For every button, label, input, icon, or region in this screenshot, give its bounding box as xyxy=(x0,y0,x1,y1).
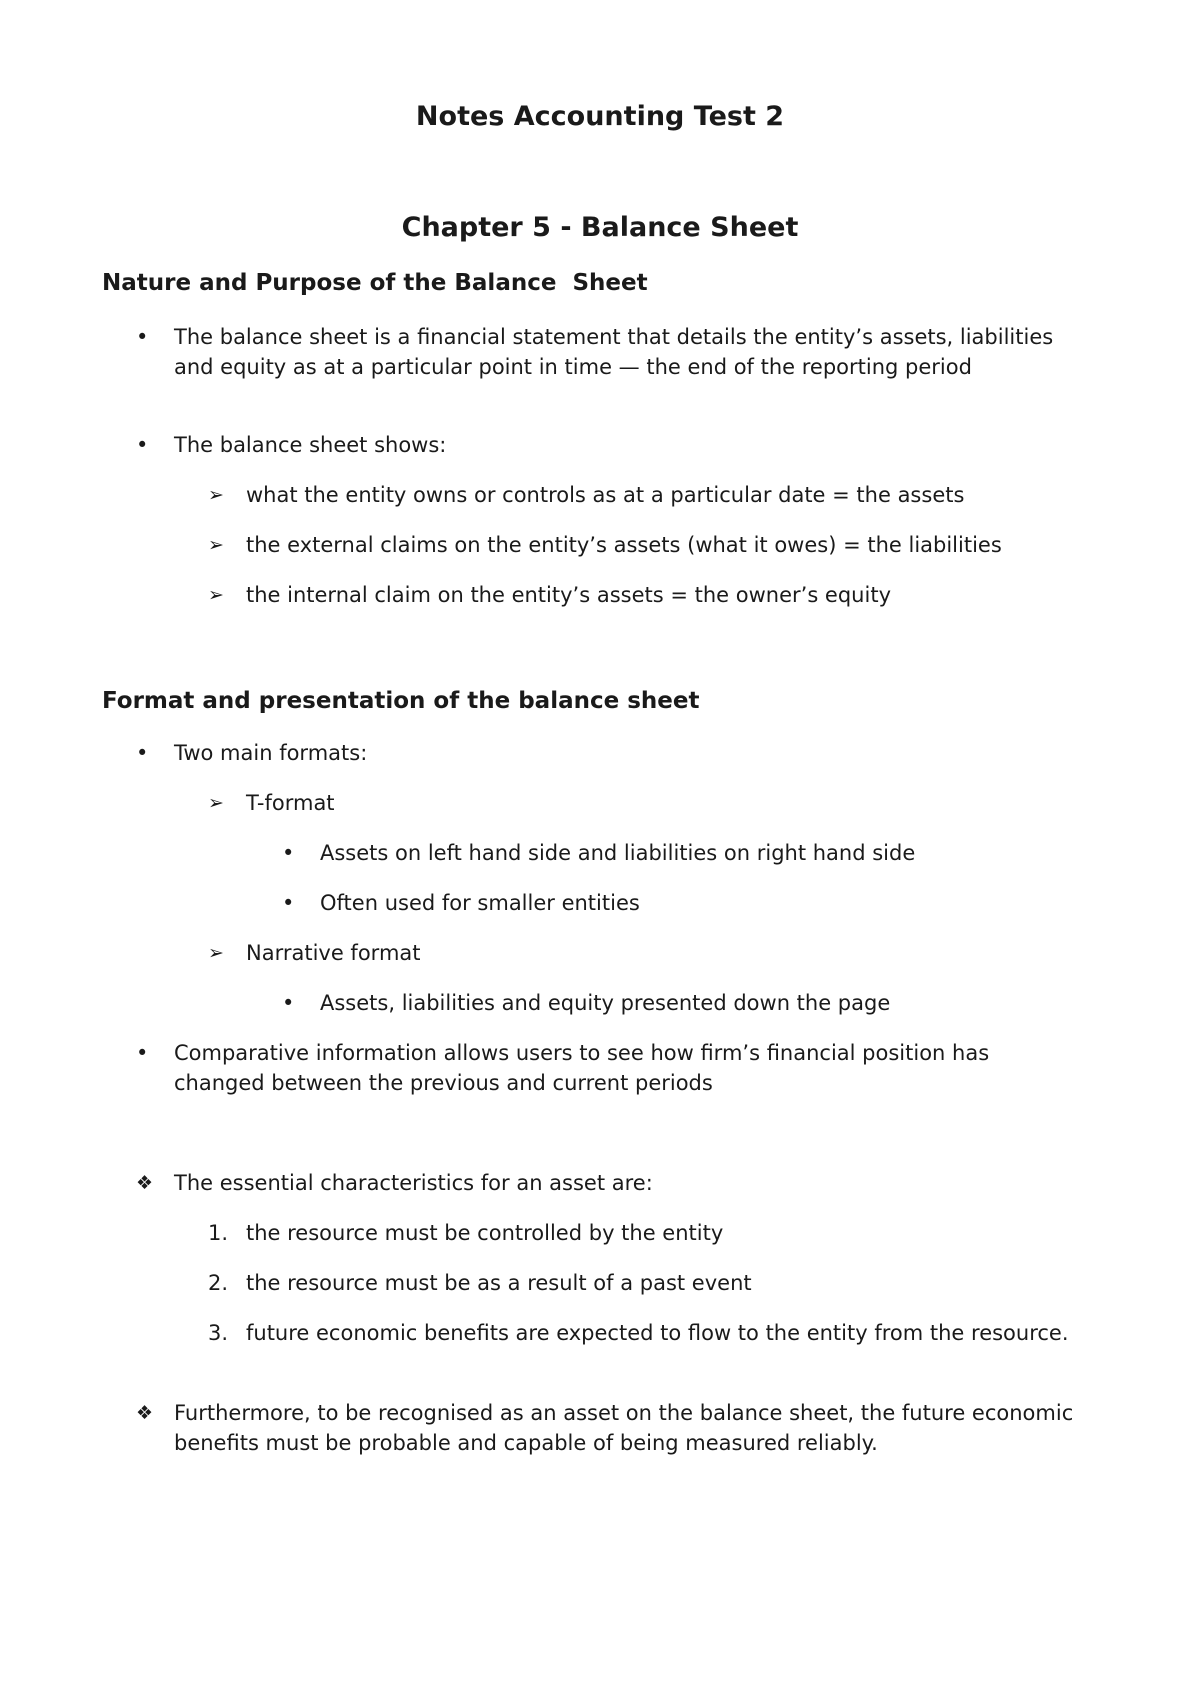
list-item-text: the resource must be controlled by the entity xyxy=(246,1221,724,1245)
numbered-item xyxy=(208,1218,1078,1248)
list-item-text: Assets on left hand side and liabilities on right hand side xyxy=(320,841,916,865)
section-heading-nature: Nature and Purpose of the Balance Sheet xyxy=(102,270,648,296)
list-item-text: The balance sheet is a financial statement that details the entity’s assets, liabilities and equity as at a particular point in time — the end of the reporting period xyxy=(174,325,1054,379)
list-item-text: Two main formats: xyxy=(174,741,368,765)
item-number: 3. xyxy=(208,1321,229,1345)
list-item xyxy=(136,1398,1076,1458)
list-item-text: Narrative format xyxy=(246,941,421,965)
list-item-text: T-format xyxy=(246,791,335,815)
list-item xyxy=(136,1168,1076,1198)
chapter-title: Chapter 5 - Balance Sheet xyxy=(401,212,799,243)
bullet-icon: • xyxy=(282,991,295,1015)
arrow-bullet-icon: ➢ xyxy=(208,484,224,506)
list-item-text: the resource must be as a result of a past event xyxy=(246,1271,752,1295)
list-item xyxy=(136,430,1076,460)
list-item-text: Comparative information allows users to see how firm’s financial position has changed between the previous and current periods xyxy=(174,1041,990,1095)
bullet-icon: • xyxy=(282,891,295,915)
numbered-item xyxy=(208,1268,1078,1298)
list-item xyxy=(208,530,1078,560)
item-number: 1. xyxy=(208,1221,229,1245)
section-heading-format: Format and presentation of the balance sheet xyxy=(102,688,700,714)
list-item-text: The essential characteristics for an asset are: xyxy=(174,1171,653,1195)
numbered-item xyxy=(208,1318,1078,1348)
list-item xyxy=(282,888,1082,918)
list-item xyxy=(136,1038,1076,1098)
arrow-bullet-icon: ➢ xyxy=(208,942,224,964)
list-item xyxy=(136,738,1076,768)
bullet-icon: • xyxy=(282,841,295,865)
list-item xyxy=(208,480,1078,510)
list-item-text: the internal claim on the entity’s assets = the owner’s equity xyxy=(246,583,891,607)
list-item-text: Furthermore, to be recognised as an asset on the balance sheet, the future economic benefits must be probable and capable of being measured reliably. xyxy=(174,1401,1074,1455)
list-item-text: what the entity owns or controls as at a particular date = the assets xyxy=(246,483,965,507)
arrow-bullet-icon: ➢ xyxy=(208,534,224,556)
list-item-text: Assets, liabilities and equity presented down the page xyxy=(320,991,891,1015)
list-item xyxy=(208,788,1078,818)
bullet-icon: • xyxy=(136,741,149,765)
list-item-text: future economic benefits are expected to flow to the entity from the resource. xyxy=(246,1321,1069,1345)
arrow-bullet-icon: ➢ xyxy=(208,792,224,814)
list-item xyxy=(282,838,1082,868)
list-item-text: The balance sheet shows: xyxy=(174,433,447,457)
document-title: Notes Accounting Test 2 xyxy=(415,101,785,132)
diamond-bullet-icon: ❖ xyxy=(136,1402,154,1424)
list-item xyxy=(208,580,1078,610)
bullet-icon: • xyxy=(136,1041,149,1065)
list-item-text: Often used for smaller entities xyxy=(320,891,640,915)
list-item-text: the external claims on the entity’s assets (what it owes) = the liabilities xyxy=(246,533,1002,557)
list-item xyxy=(136,322,1076,382)
item-number: 2. xyxy=(208,1271,229,1295)
list-item xyxy=(208,938,1078,968)
list-item xyxy=(282,988,1082,1018)
bullet-icon: • xyxy=(136,433,149,457)
arrow-bullet-icon: ➢ xyxy=(208,584,224,606)
bullet-icon: • xyxy=(136,325,149,349)
diamond-bullet-icon: ❖ xyxy=(136,1172,154,1194)
